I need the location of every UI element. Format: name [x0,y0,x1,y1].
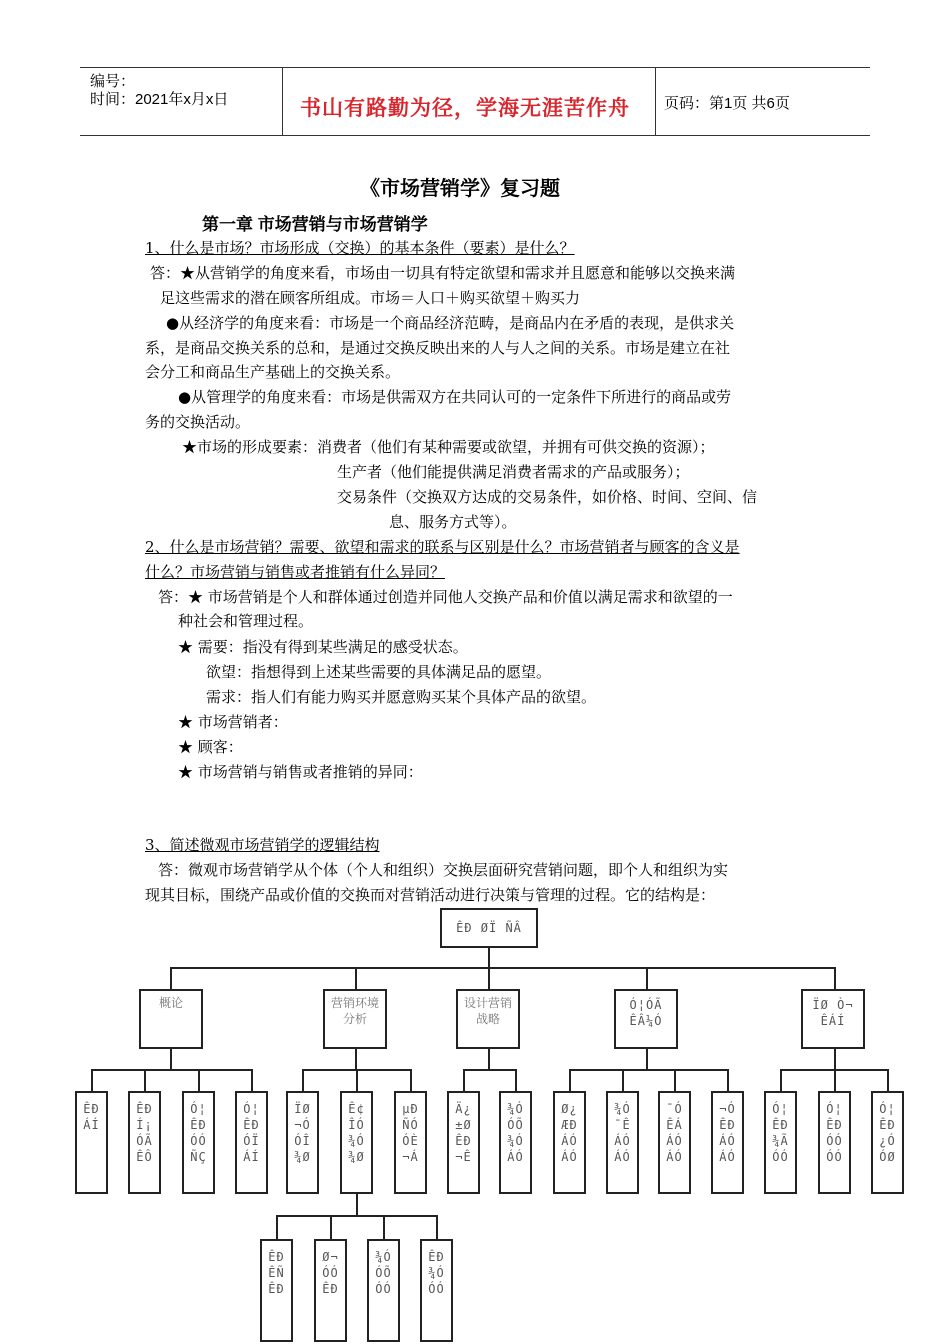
q1-line: 足这些需求的潜在顾客所组成。市场＝人口＋购买欲望＋购买力 [160,289,581,307]
diagram-leaf-label: Ø¿ ÆÐ ÁÓ ÁÓ [561,1102,578,1164]
diagram-leaf [606,1091,639,1194]
connector [410,1069,412,1091]
header-number-label: 编号： [90,73,136,90]
q2-question-cont: 什么？市场营销与销售或者推销有什么异同？ [145,563,446,581]
q2-line: ★ 市场营销者： [178,713,288,731]
connector [515,1069,517,1091]
diagram-leaf-label: Ó¦ ÊÐ ¿Ó ÓØ [879,1102,896,1164]
header-page-label: 页码：第1页 共6页 [664,95,790,112]
diagram-leaf-label: ¯Ó ÊÁ ÁÓ ÁÓ [666,1102,683,1164]
diagram-leaf-label: Ó¦ ÊÐ ÓÓ ÓÓ [826,1102,843,1164]
connector [646,967,648,989]
diagram-node-overview [139,989,203,1049]
q1-line: 答：★从营销学的角度来看，市场由一切具有特定欲望和需求并且愿意和能够以交换来满 [150,264,736,282]
connector [887,1069,889,1091]
diagram-leaf-label: Ó¦ ÊÐ ÓÏ ÁÍ [243,1102,260,1164]
diagram-subleaf [420,1239,453,1342]
diagram-leaf-label: ¾Ó ÓÕ ¾Ó ÁÓ [507,1102,524,1164]
connector [302,1069,304,1091]
q1-line: 会分工和商品生产基础上的交换关系。 [145,363,401,381]
diagram-node-label: ÏØ Ò¬ ÊÁÍ [812,998,854,1028]
diagram-leaf [871,1091,904,1194]
diagram-node-5 [801,989,865,1049]
header-time-label: 时间：2021年x月x日 [90,91,229,108]
diagram-leaf [818,1091,851,1194]
connector [91,1069,93,1091]
connector [569,1069,571,1091]
connector [383,1215,385,1239]
diagram-leaf [711,1091,744,1194]
connector [330,1215,332,1239]
q2-line: ★ 需要：指没有得到某些满足的感受状态。 [178,638,468,656]
diagram-leaf-label: ¾Ó ¯Ê ÁÓ ÁÓ [614,1102,631,1164]
diagram-leaf [235,1091,268,1194]
q2-question: 2、什么是市场营销？需要、欲望和需求的联系与区别是什么？市场营销者与顾客的含义是 [145,538,740,556]
connector [674,1069,676,1091]
q1-question: 1、什么是市场？市场形成（交换）的基本条件（要素）是什么？ [145,239,575,257]
diagram-leaf [658,1091,691,1194]
diagram-subleaf [260,1239,293,1342]
diagram-leaf [340,1091,373,1194]
diagram-leaf-label: ¬Ó ÊÐ ÁÓ ÁÓ [719,1102,736,1164]
q1-line: 务的交换活动。 [145,413,251,431]
q2-line: 种社会和管理过程。 [178,612,314,630]
q1-line: ●从管理学的角度来看：市场是供需双方在共同认可的一定条件下所进行的商品或劳 [178,388,732,406]
diagram-node-label: 概论 [158,996,183,1010]
header-bottom-rule [80,135,870,136]
q1-line: ★市场的形成要素：消费者（他们有某种需要或欲望，并拥有可供交换的资源）； [182,438,715,456]
diagram-subleaf-label: ¾Ó ÓÕ ÓÓ [375,1250,392,1296]
diagram-leaf-label: Ä¿ ±Ø ÊÐ ¬Ê [455,1102,472,1164]
diagram-leaf [394,1091,427,1194]
diagram-subleaf-label: ÊÐ ¾Ó ÓÓ [428,1250,445,1296]
connector [834,1069,836,1091]
connector [463,1069,465,1091]
q3-line: 答：微观市场营销学从个体（个人和组织）交换层面研究营销问题，即个人和组织为实 [158,861,729,879]
connector [198,1069,200,1091]
connector [569,1069,727,1071]
header-top-rule [80,67,870,68]
diagram-node-label: Ó¦ÓÃ ÊÂ¼Ó [629,998,663,1028]
diagram-leaf [182,1091,215,1194]
q1-line: 息、服务方式等）。 [389,513,517,531]
connector [646,1049,648,1070]
q2-line: ★ 市场营销与销售或者推销的异同： [178,763,423,781]
q2-line: ★ 顾客： [178,738,243,756]
connector [276,1215,436,1217]
diagram-node-environment [323,989,387,1049]
diagram-leaf [764,1091,797,1194]
q1-line: 交易条件（交换双方达成的交易条件，如价格、时间、空间、信 [337,488,758,506]
diagram-subleaf-label: ÊÐ ÊÑ ÊÐ [268,1250,285,1296]
diagram-leaf-label: Ê¢ ÎÓ ¾Ó ¾Ø [348,1102,365,1164]
connector [355,967,357,989]
q2-line: 需求：指人们有能力购买并愿意购买某个具体产品的欲望。 [206,688,597,706]
diagram-node-label: 设计营销战略 [463,996,512,1026]
connector [170,967,172,989]
q1-line: 生产者（他们能提供满足消费者需求的产品或服务）； [337,463,690,481]
diagram-subleaf-label: Ø¬ ÓÓ ÊÐ [322,1250,339,1296]
diagram-root-label: ÊÐ ØÏ ÑÂ [456,921,522,935]
connector [622,1069,624,1091]
header-divider-left [282,67,283,135]
q1-line: 系，是商品交换关系的总和，是通过交换反映出来的人与人之间的关系。市场是建立在社 [145,339,731,357]
connector [276,1215,278,1239]
connector [488,948,490,968]
connector [488,967,490,989]
chapter-heading: 第一章 市场营销与市场营销学 [202,215,428,234]
diagram-leaf [447,1091,480,1194]
connector [834,967,836,989]
connector [170,967,834,969]
diagram-subleaf [314,1239,347,1342]
q3-question: 3、简述微观市场营销学的逻辑结构 [145,836,380,854]
diagram-root-node [440,908,538,948]
diagram-leaf [75,1091,108,1194]
q3-line: 现其目标，围绕产品或价值的交换而对营销活动进行决策与管理的过程。它的结构是： [145,886,716,904]
connector [91,1069,251,1071]
diagram-leaf-label: ÊÐ ÁÍ [83,1102,100,1132]
diagram-leaf-label: Ó¦ ÊÐ ¾Ã ÓÓ [772,1102,789,1164]
diagram-leaf-label: ÏØ ¬Ó ÓÎ ¾Ø [294,1102,311,1164]
diagram-leaf [553,1091,586,1194]
connector [834,1049,836,1070]
connector [355,1049,357,1070]
connector [170,1049,172,1070]
connector [780,1069,782,1091]
connector [436,1215,438,1239]
diagram-leaf-label: µÐ ÑÓ ÓÈ ¬Á [402,1102,419,1164]
q2-line: 欲望：指想得到上述某些需要的具体满足品的愿望。 [206,663,552,681]
diagram-subleaf [367,1239,400,1342]
diagram-node-4 [614,989,678,1049]
document-title: 《市场营销学》复习题 [360,178,560,200]
diagram-leaf-label: Ó¦ ÊÐ ÓÓ ÑÇ [190,1102,207,1164]
q2-line: 答：★ 市场营销是个人和群体通过创造并同他人交换产品和价值以满足需求和欲望的一 [158,588,733,606]
diagram-leaf [286,1091,319,1194]
connector [144,1069,146,1091]
connector [356,1069,358,1091]
connector [463,1069,515,1071]
diagram-leaf [499,1091,532,1194]
diagram-node-strategy [456,989,520,1049]
connector [727,1069,729,1091]
connector [488,1049,490,1070]
q1-line: ●从经济学的角度来看：市场是一个商品经济范畴，是商品内在矛盾的表现，是供求关 [166,314,735,332]
diagram-leaf [128,1091,161,1194]
header-motto: 书山有路勤为径，学海无涯苦作舟 [300,97,630,120]
header-divider-right [655,67,656,135]
diagram-node-label: 营销环境分析 [330,996,379,1026]
diagram-leaf-label: ÊÐ Í¡ ÓÃ ÊÔ [136,1102,153,1164]
connector [356,1194,358,1216]
connector [251,1069,253,1091]
